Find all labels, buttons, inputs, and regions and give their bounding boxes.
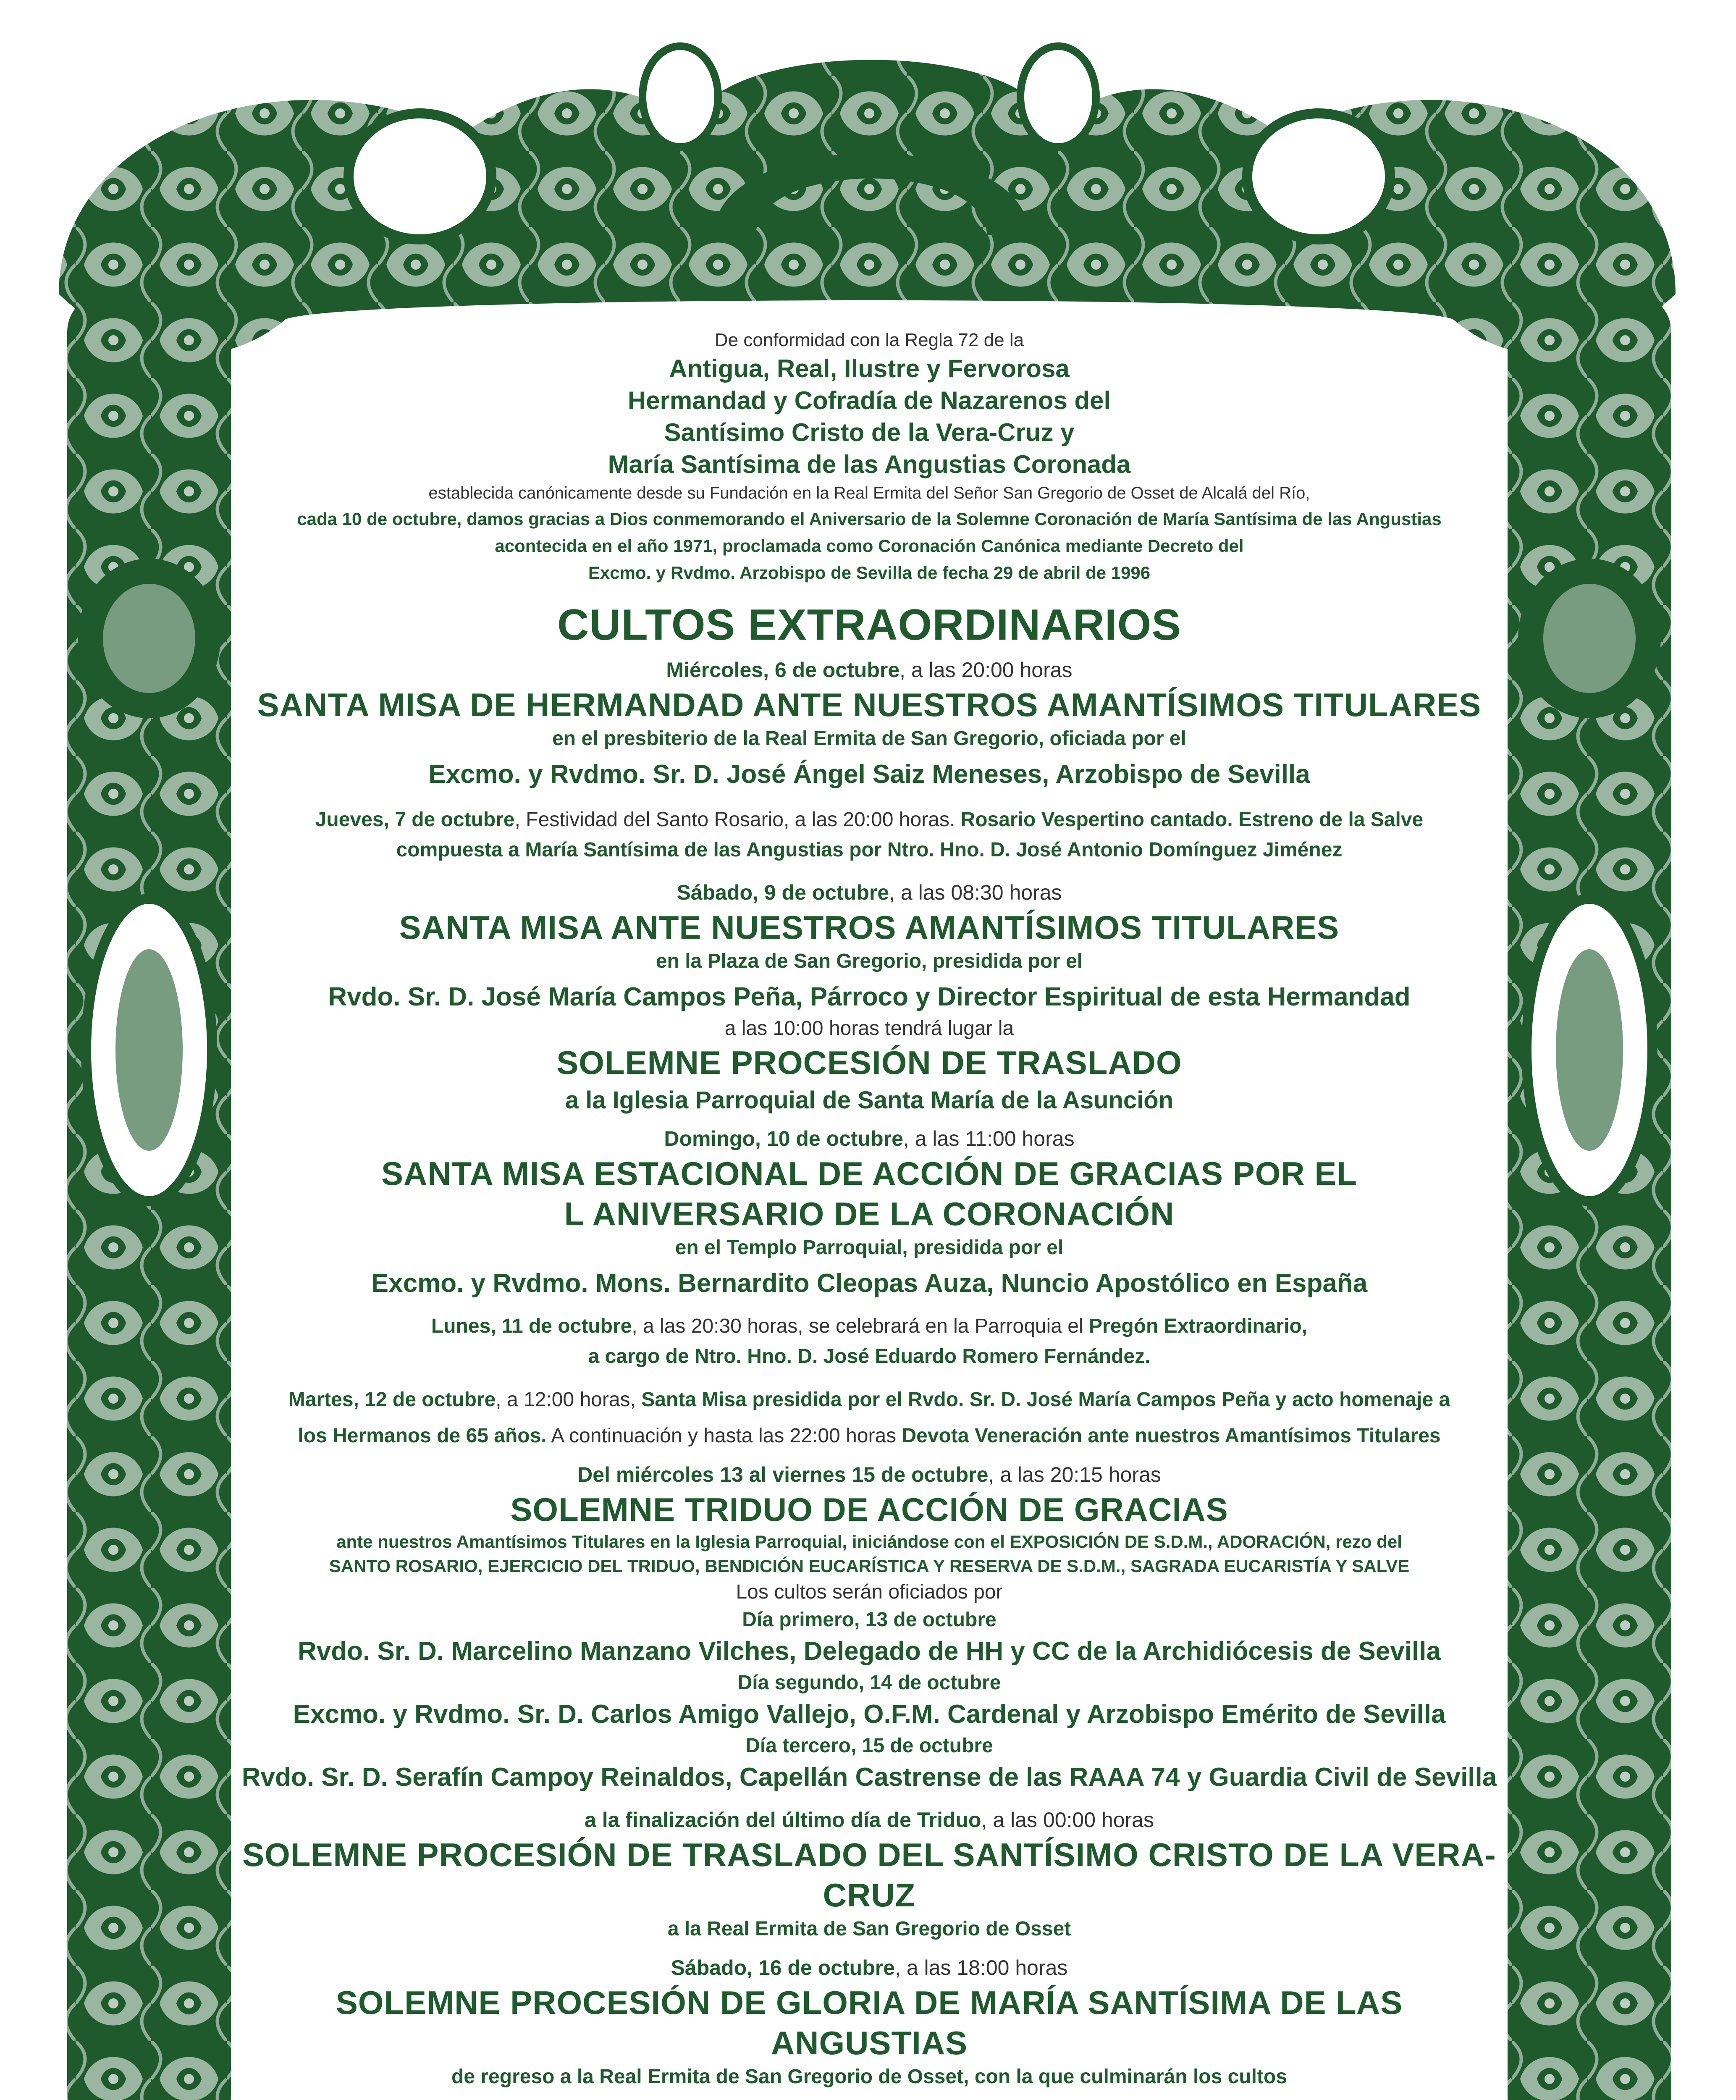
event-7-officiant-1: Rvdo. Sr. D. Marcelino Manzano Vilches, Delegado de HH y CC de la Archidiócesis de Sevilla [298,1637,1441,1666]
event-5-text: Lunes, 11 de octubre, a las 20:30 horas, se celebrará en la Parroquia el Pregón Extraordinario, a cargo de Ntro. Hno. D. José Eduardo Romero Fernández. [431,1315,1308,1368]
event-1-title: SANTA MISA DE HERMANDAD ANTE NUESTROS AMANTÍSIMOS TITULARES [257,686,1482,723]
event-1-date: Miércoles, 6 de octubre, a las 20:00 horas [666,658,1073,682]
event-9-subtitle: de regreso a la Real Ermita de San Gregorio de Osset, con la que culminarán los cultos [451,2066,1287,2088]
event-4-title-1: SANTA MISA ESTACIONAL DE ACCIÓN DE GRACIAS POR EL [381,1155,1358,1192]
event-7-officiant-2: Excmo. y Rvdmo. Sr. D. Carlos Amigo Vallejo, O.F.M. Cardenal y Arzobispo Emérito de Sevilla [293,1700,1446,1729]
established-line: establecida canónicamente desde su Fundación en la Real Ermita del Señor San Gregorio de Osset de Alcalá del Río, [428,484,1310,502]
event-4-title-2: L ANIVERSARIO DE LA CORONACIÓN [564,1195,1175,1232]
brotherhood-title-3: Santísimo Cristo de la Vera-Cruz y [664,418,1075,446]
event-3-date: Sábado, 9 de octubre, a las 08:30 horas [677,881,1062,904]
event-4-officiant: Excmo. y Rvdmo. Mons. Bernardito Cleopas Auza, Nuncio Apostólico en España [371,1269,1368,1298]
intro-line: De conformidad con la Regla 72 de la [714,330,1024,350]
event-7-day-3: Día tercero, 15 de octubre [745,1735,993,1757]
event-7-subtitle-1: ante nuestros Amantísimos Titulares en la Iglesia Parroquial, iniciándose con el EXPOSICIÓN DE S.D.M., ADORACIÓN, rezo del [336,1532,1402,1551]
event-7-title: SOLEMNE TRIDUO DE ACCIÓN DE GRACIAS [510,1491,1228,1528]
event-3-title-2: SOLEMNE PROCESIÓN DE TRASLADO [556,1044,1182,1081]
page-title: CULTOS EXTRAORDINARIOS [557,601,1181,649]
event-3-subtitle: en la Plaza de San Gregorio, presidida por el [656,950,1083,972]
event-7-by: Los cultos serán oficiados por [736,1581,1003,1603]
commemoration-line-3: Excmo. y Rvdmo. Arzobispo de Sevilla de fecha 29 de abril de 1996 [588,563,1151,583]
event-3-officiant: Rvdo. Sr. D. José María Campos Peña, Párroco y Director Espiritual de esta Hermandad [328,982,1411,1011]
commemoration-line-2: acontecida en el año 1971, proclamada como Coronación Canónica mediante Decreto del [495,536,1244,556]
event-1-officiant: Excmo. y Rvdmo. Sr. D. José Ángel Saiz Meneses, Arzobispo de Sevilla [428,760,1310,789]
left-column-ornament [67,294,231,2100]
top-crest-ornament [59,46,1676,354]
event-4-date: Domingo, 10 de octubre, a las 11:00 horas [664,1127,1075,1150]
event-9-title: SOLEMNE PROCESIÓN DE GLORIA DE MARÍA SANTÍSIMA DE LAS ANGUSTIAS [336,1984,1403,2061]
brotherhood-title-4: María Santísima de las Angustias Coronada [608,450,1131,478]
commemoration-line-1: cada 10 de octubre, damos gracias a Dios conmemorando el Aniversario de la Solemne Coronación de María Santísima de las Angustias [297,509,1442,529]
event-3-title: SANTA MISA ANTE NUESTROS AMANTÍSIMOS TITULARES [399,909,1340,946]
event-7-day-2: Día segundo, 14 de octubre [737,1672,1001,1694]
event-7-day-1: Día primero, 13 de octubre [742,1609,996,1631]
event-3-after: a las 10:00 horas tendrá lugar la [724,1017,1014,1040]
event-7-date: Del miércoles 13 al viernes 15 de octubre, a las 20:15 horas [577,1463,1161,1486]
event-9-date: Sábado, 16 de octubre, a las 18:00 horas [671,1956,1068,1979]
event-8-subtitle: a la Real Ermita de San Gregorio de Osset [667,1918,1071,1940]
brotherhood-title-2: Hermandad y Cofradía de Nazarenos del [627,386,1111,415]
event-6-text: Martes, 12 de octubre, a 12:00 horas, Santa Misa presidida por el Rvdo. Sr. D. José María Campos Peña y acto homenaje a los Hermanos de 65 años. A continuación y hasta las 22:00 horas Devota Veneración ante nuestros Amantísimos Titulares [288,1389,1450,1447]
right-column-ornament [1508,294,1671,2100]
brotherhood-title-1: Antigua, Real, Ilustre y Fervorosa [669,354,1070,383]
event-4-subtitle: en el Templo Parroquial, presidida por el [675,1236,1064,1259]
event-1-subtitle: en el presbiterio de la Real Ermita de San Gregorio, oficiada por el [552,727,1186,750]
event-2-text: Jueves, 7 de octubre, Festividad del Santo Rosario, a las 20:00 horas. Rosario Vespertino cantado. Estreno de la Salve compuesta a María Santísima de las Angustias por Ntro. Hno. D. José Antonio Domínguez Jiménez [315,808,1424,861]
event-8-title: SOLEMNE PROCESIÓN DE TRASLADO DEL SANTÍSIMO CRISTO DE LA VERA-CRUZ [242,1836,1496,1914]
announcement-body [235,328,1503,2091]
event-3-subtitle-2: a la Iglesia Parroquial de Santa María de la Asunción [565,1087,1174,1114]
event-7-officiant-3: Rvdo. Sr. D. Serafín Campoy Reinaldos, Capellán Castrense de las RAAA 74 y Guardia Civil de Sevilla [241,1763,1497,1792]
event-7-subtitle-2: SANTO ROSARIO, EJERCICIO DEL TRIDUO, BENDICIÓN EUCARÍSTICA Y RESERVA DE S.D.M., SAGRADA EUCARISTÍA Y SALVE [329,1556,1410,1576]
event-8-date: a la finalización del último día de Triduo, a las 00:00 horas [585,1808,1154,1832]
